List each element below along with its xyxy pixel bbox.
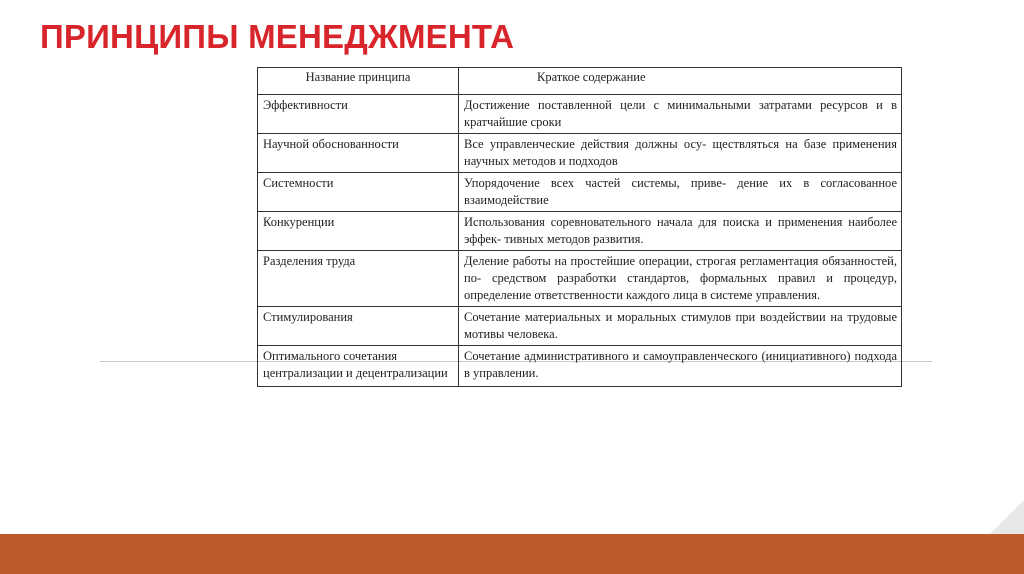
principle-content: Упорядочение всех частей системы, приве- дение их в согласованное взаимодействие — [459, 173, 902, 212]
table-row — [258, 346, 902, 387]
table-header-row — [258, 68, 902, 95]
principle-content: Достижение поставленной цели с минимальными затратами ресурсов и в кратчайшие сроки — [459, 95, 902, 134]
header-principle-name: Название принципа — [258, 68, 459, 95]
table-row — [258, 95, 902, 134]
table-row — [258, 212, 902, 251]
principle-content: Сочетание административного и самоуправленческого (инициативного) подхода в управлении. — [459, 346, 902, 387]
principle-name: Научной обоснованности — [258, 134, 459, 173]
table-row — [258, 251, 902, 307]
principles-table — [257, 67, 902, 387]
table-row — [258, 307, 902, 346]
principle-name: Конкуренции — [258, 212, 459, 251]
header-summary: Краткое содержание — [459, 68, 902, 95]
principle-name: Разделения труда — [258, 251, 459, 307]
table-row — [258, 173, 902, 212]
principle-name: Эффективности — [258, 95, 459, 134]
principle-content: Деление работы на простейшие операции, строгая регламентация обязанностей, по- средством разработки стандартов, формальных правил и процедур, определение ответственности каждого лица в системе управления. — [459, 251, 902, 307]
bottom-accent-bar — [0, 534, 1024, 574]
slide-title: ПРИНЦИПЫ МЕНЕДЖМЕНТА — [40, 18, 515, 55]
principle-content: Сочетание материальных и моральных стимулов при воздействии на трудовые мотивы человека. — [459, 307, 902, 346]
principle-content: Все управленческие действия должны осу- ществляться на базе применения научных методов и подходов — [459, 134, 902, 173]
principle-name: Оптимального сочетания централизации и децентрализации — [258, 346, 459, 387]
principle-name: Стимулирования — [258, 307, 459, 346]
corner-decoration — [990, 500, 1024, 534]
table-row — [258, 134, 902, 173]
principle-content: Использования соревновательного начала для поиска и применения наиболее эффек- тивных методов развития. — [459, 212, 902, 251]
principle-name: Системности — [258, 173, 459, 212]
